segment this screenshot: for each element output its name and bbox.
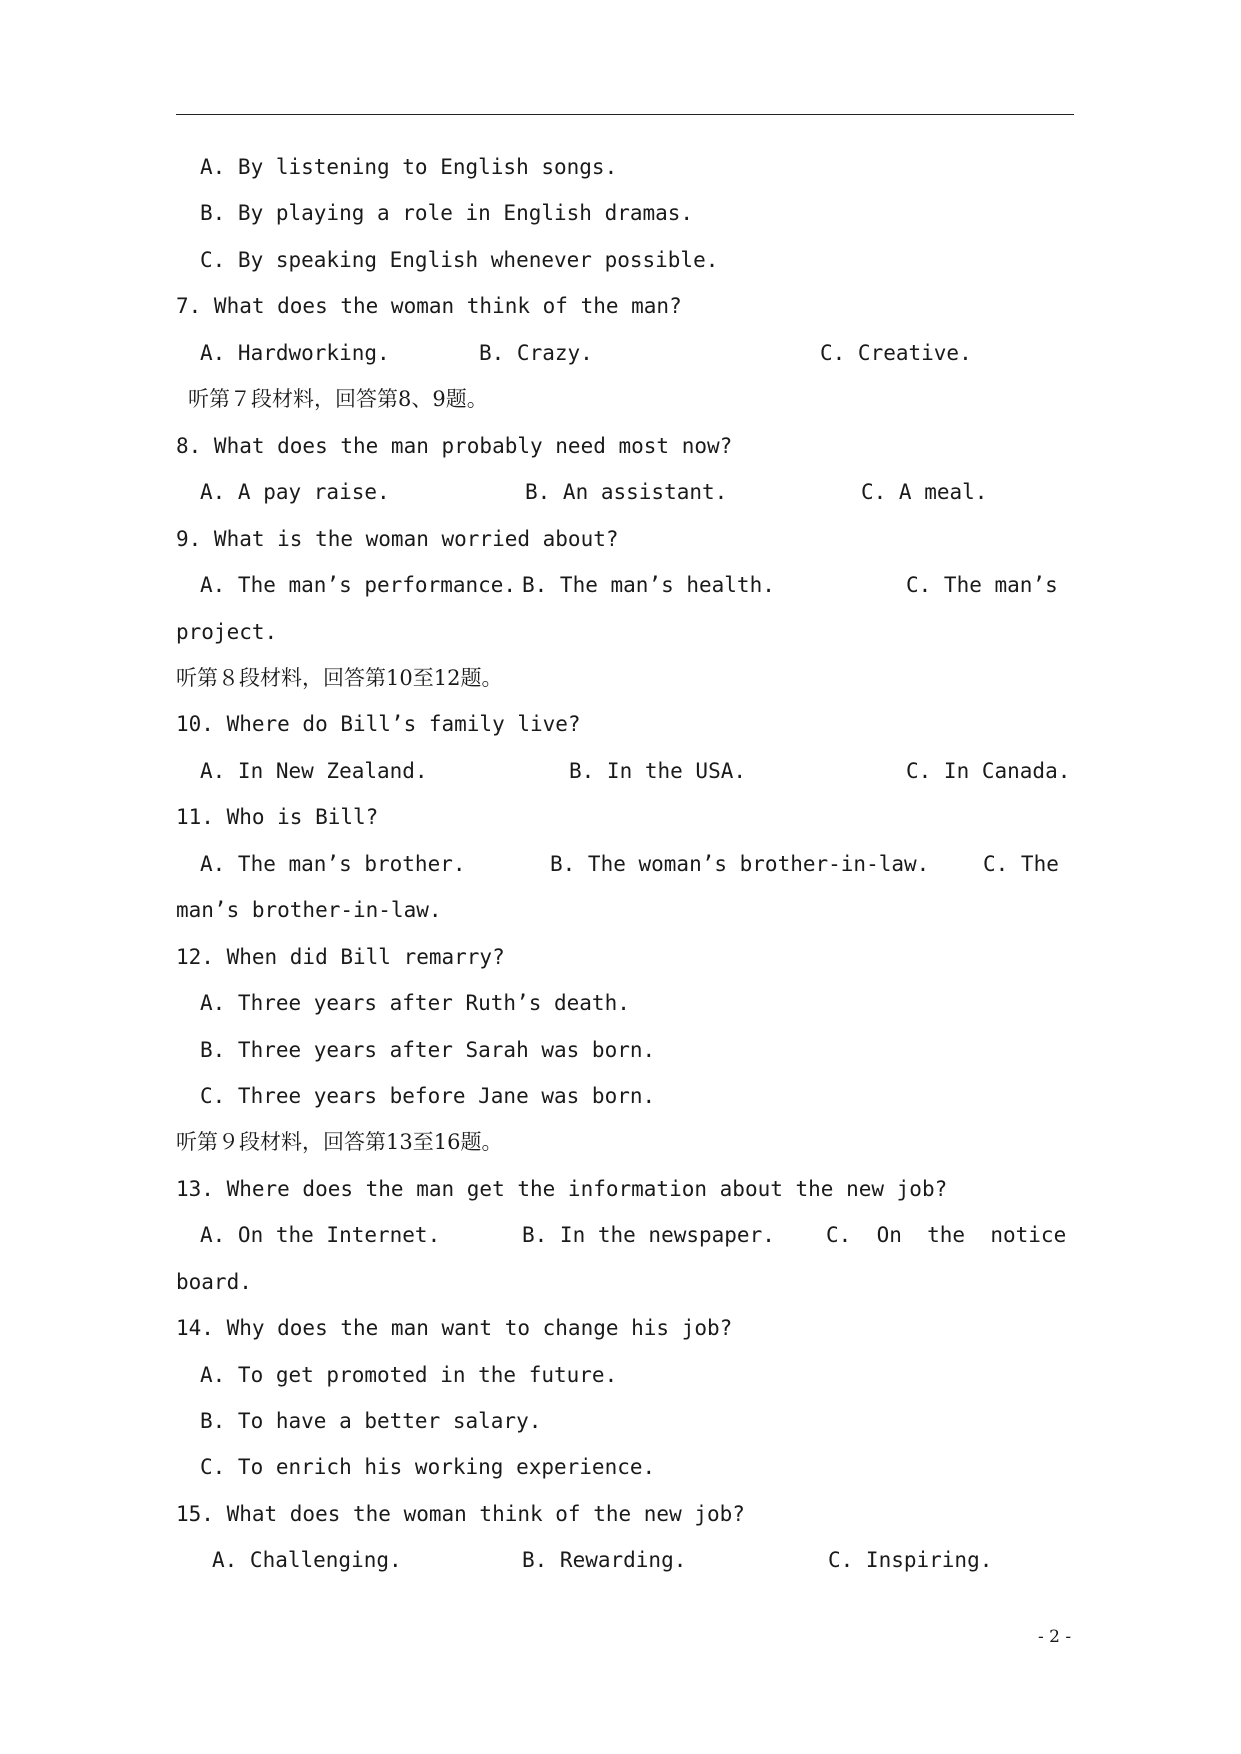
q9-option-c: C. The man’s bbox=[906, 573, 1058, 597]
q11-option-c-cont: man’s brother-in-law. bbox=[176, 898, 442, 922]
q7-question: 7. What does the woman think of the man? bbox=[176, 294, 682, 318]
q12-option-a: A. Three years after Ruth’s death. bbox=[200, 991, 630, 1015]
q12-option-c: C. Three years before Jane was born. bbox=[200, 1084, 656, 1108]
q9-option-b: B. The man’s health. bbox=[522, 573, 775, 597]
q9-question: 9. What is the woman worried about? bbox=[176, 527, 619, 551]
section-8-instruction: 听第８段材料，回答第10至12题。 bbox=[176, 666, 503, 690]
q6-option-a: A. By listening to English songs. bbox=[200, 155, 618, 179]
q11-question: 11. Who is Bill? bbox=[176, 805, 379, 829]
q13-option-c-cont: board. bbox=[176, 1270, 252, 1294]
q10-option-a: A. In New Zealand. bbox=[200, 759, 428, 783]
q13-question: 13. Where does the man get the information about the new job? bbox=[176, 1177, 948, 1201]
q9-option-c-cont: project. bbox=[176, 620, 278, 644]
q15-question: 15. What does the woman think of the new job? bbox=[176, 1502, 745, 1526]
q11-option-c: C. The bbox=[983, 852, 1059, 876]
q8-option-c: C. A meal. bbox=[861, 480, 988, 504]
q9-option-a: A. The man’s performance. bbox=[200, 573, 517, 597]
q7-option-b: B. Crazy. bbox=[479, 341, 593, 365]
q10-question: 10. Where do Bill’s family live? bbox=[176, 712, 581, 736]
q14-question: 14. Why does the man want to change his job? bbox=[176, 1316, 733, 1340]
q14-option-c: C. To enrich his working experience. bbox=[200, 1455, 656, 1479]
q15-option-b: B. Rewarding. bbox=[522, 1548, 687, 1572]
q12-option-b: B. Three years after Sarah was born. bbox=[200, 1038, 656, 1062]
q8-option-a: A. A pay raise. bbox=[200, 480, 390, 504]
q8-option-b: B. An assistant. bbox=[525, 480, 728, 504]
q15-option-a: A. Challenging. bbox=[212, 1548, 402, 1572]
section-7-instruction: 听第７段材料，回答第8、9题。 bbox=[188, 387, 488, 411]
q12-question: 12. When did Bill remarry? bbox=[176, 945, 505, 969]
q11-option-b: B. The woman’s brother-in-law. bbox=[550, 852, 930, 876]
q13-option-a: A. On the Internet. bbox=[200, 1223, 441, 1247]
q8-question: 8. What does the man probably need most now? bbox=[176, 434, 733, 458]
q14-option-b: B. To have a better salary. bbox=[200, 1409, 542, 1433]
q10-option-c: C. In Canada. bbox=[906, 759, 1071, 783]
q10-option-b: B. In the USA. bbox=[569, 759, 747, 783]
q13-option-c: C. On the notice bbox=[826, 1223, 1067, 1247]
q11-option-a: A. The man’s brother. bbox=[200, 852, 466, 876]
q7-option-a: A. Hardworking. bbox=[200, 341, 390, 365]
q13-option-b: B. In the newspaper. bbox=[522, 1223, 775, 1247]
section-9-instruction: 听第９段材料，回答第13至16题。 bbox=[176, 1130, 503, 1154]
q6-option-b: B. By playing a role in English dramas. bbox=[200, 201, 694, 225]
q14-option-a: A. To get promoted in the future. bbox=[200, 1363, 618, 1387]
header-rule bbox=[176, 114, 1074, 115]
q15-option-c: C. Inspiring. bbox=[828, 1548, 993, 1572]
q7-option-c: C. Creative. bbox=[820, 341, 972, 365]
q6-option-c: C. By speaking English whenever possible. bbox=[200, 248, 719, 272]
page-number: - 2 - bbox=[1038, 1627, 1072, 1647]
